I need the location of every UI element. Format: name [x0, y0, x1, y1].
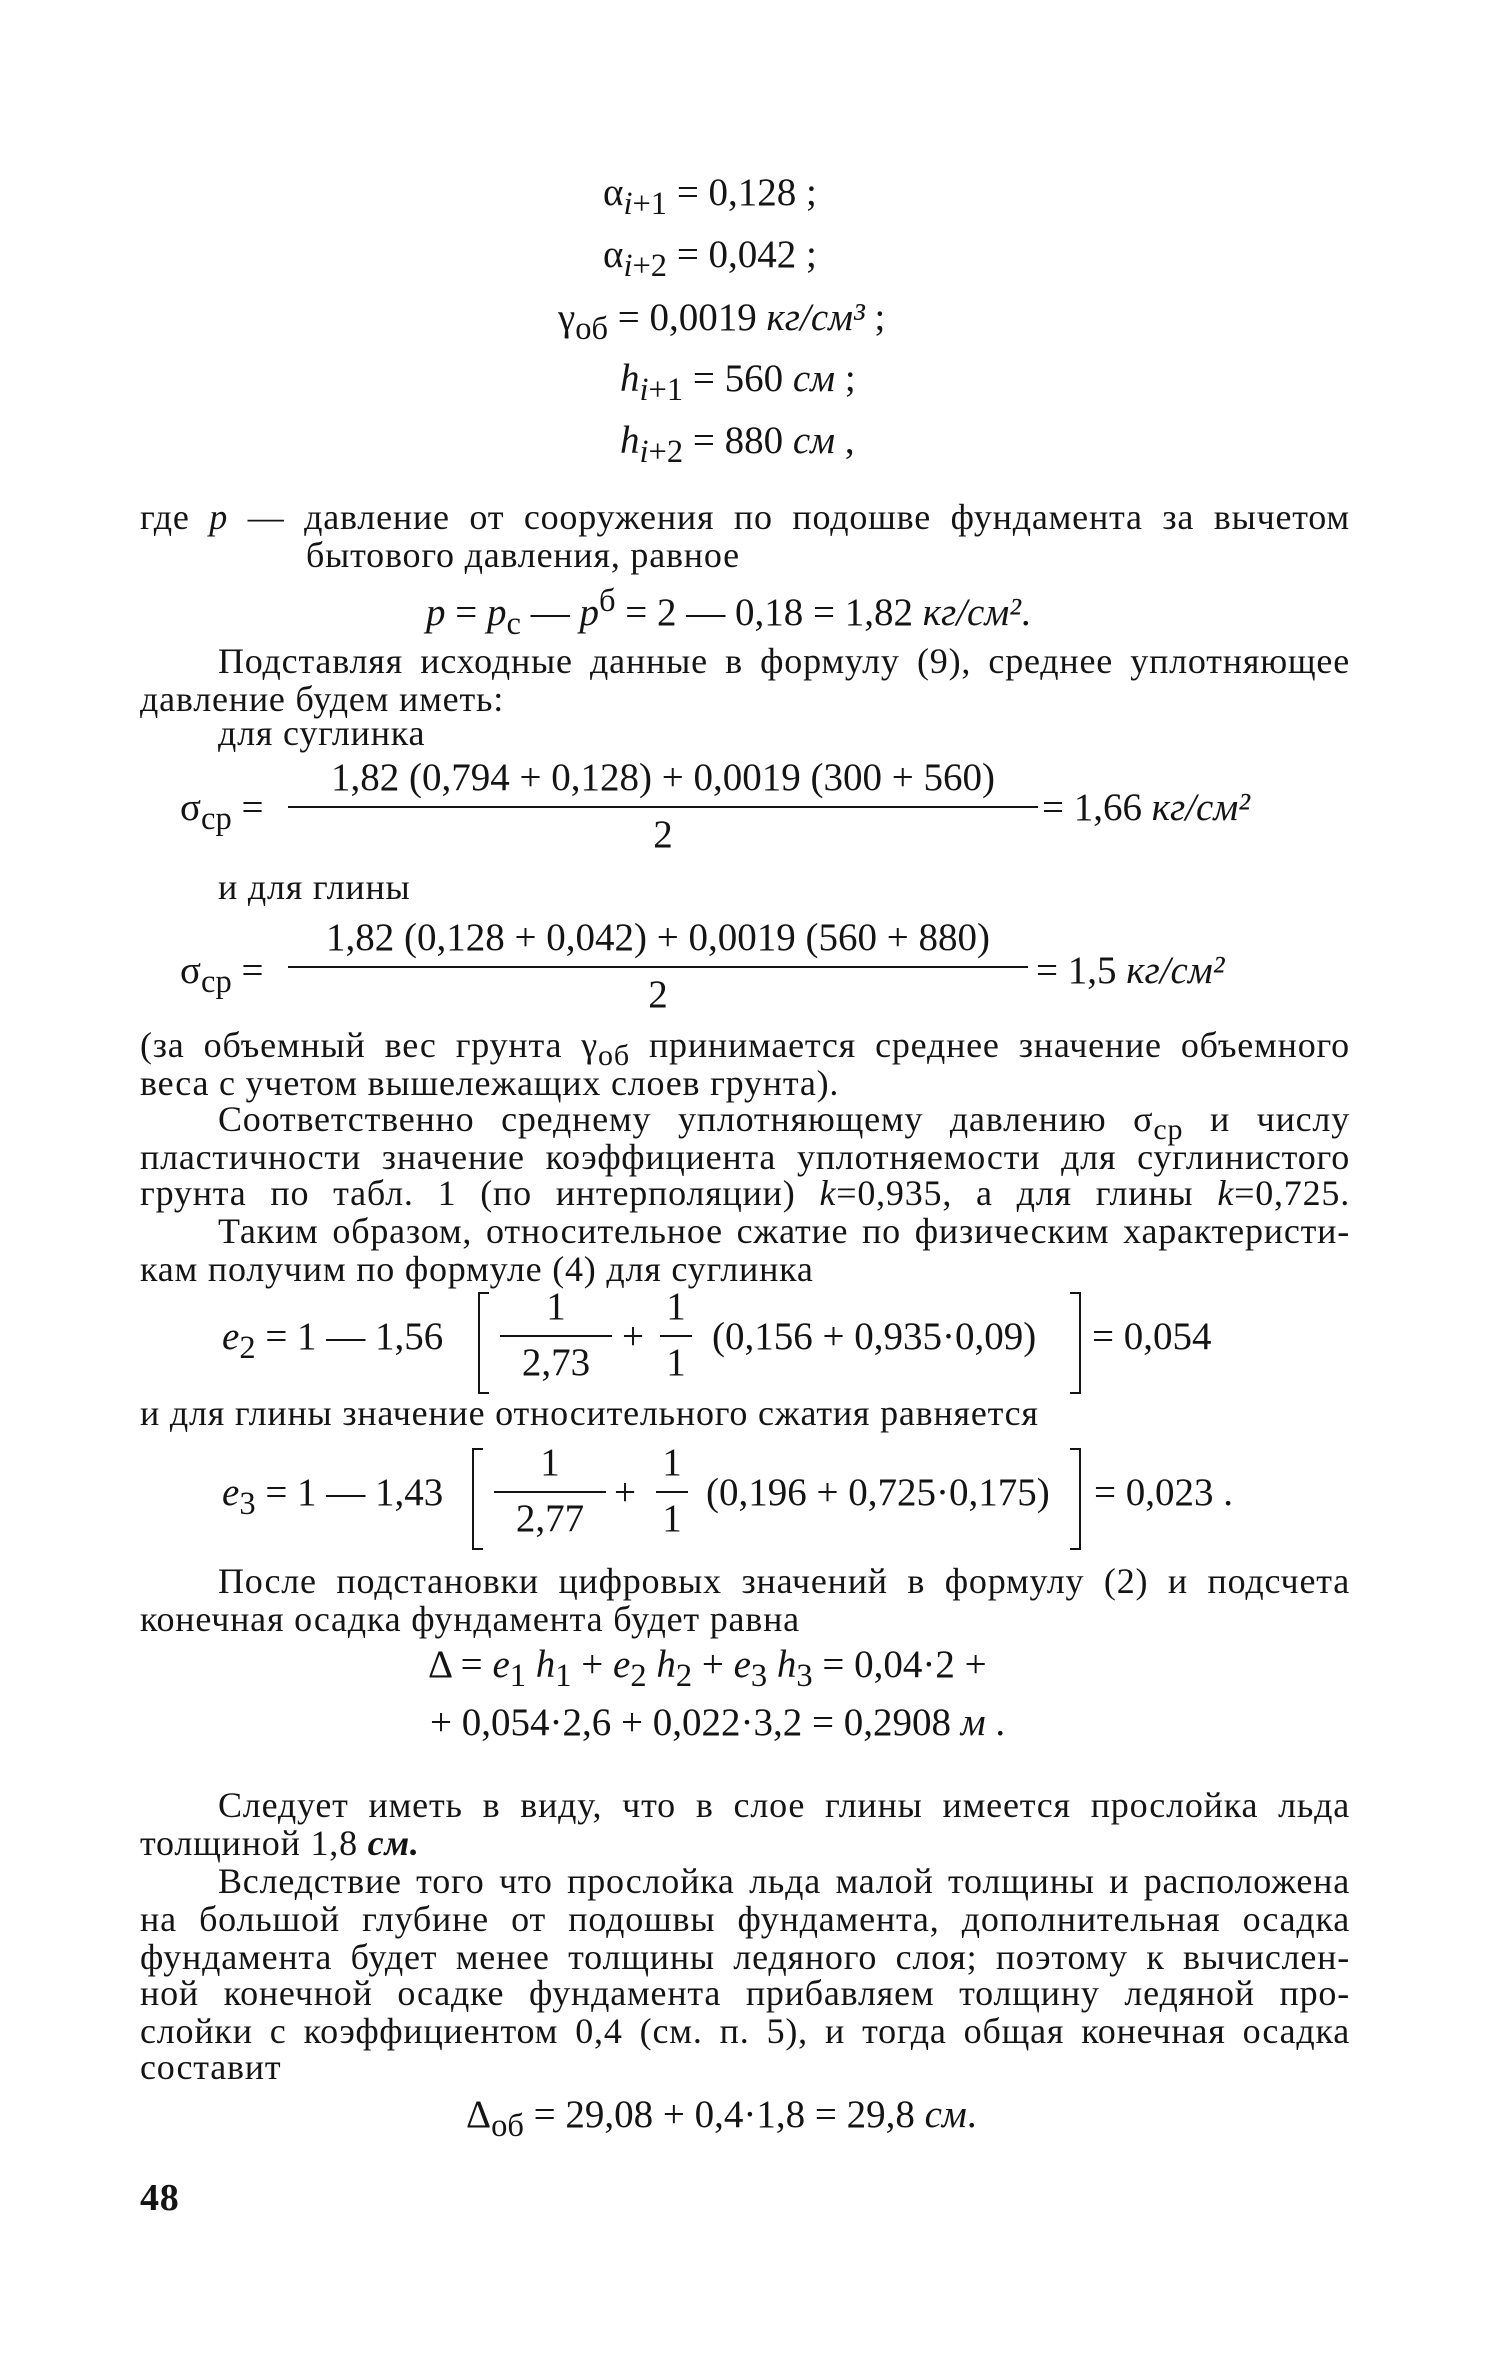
e3-fraction-1-bar — [494, 1491, 606, 1493]
sigma-clay-result: = 1,5 кг/см² — [1036, 949, 1225, 992]
e2-fraction-1-denominator: 2,73 — [521, 1341, 591, 1384]
paragraph-2-line-2: веса с учетом вышележащих слоев грунта). — [140, 1063, 840, 1103]
e2-fraction-2-numerator: 1 — [666, 1285, 686, 1328]
e3-right-bracket — [1070, 1448, 1081, 1550]
equation-alpha-i2: $\alpha_{i+2} = 0,042$ ; — [603, 233, 817, 284]
sigma-clay-lhs: $\sigma_{ср}$ = — [180, 949, 264, 1000]
delta-line-2: + 0,054·2,6 + 0,022·3,2 = 0,2908 м . — [430, 1701, 1006, 1744]
paragraph-7-line-1: Следует иметь в виду, что в слое глины имеется прослойка льда — [218, 1785, 1350, 1825]
e2-fraction-1-bar — [500, 1335, 612, 1337]
sigma-loam-numerator: 1,82 (0,794 + 0,128) + 0,0019 (300 + 560) — [331, 756, 995, 799]
paragraph-7-line-2: толщиной 1,8 см. — [140, 1823, 420, 1863]
paragraph-6-line-1: После подстановки цифровых значений в формулу (2) и подсчета — [218, 1561, 1350, 1601]
paragraph-8-line-1: Вследствие того что прослойка льда малой толщины и расположена — [218, 1861, 1350, 1901]
paragraph-8-line-4: ной конечной осадке фундамента прибавляем толщину ледяной про- — [140, 1973, 1350, 2013]
paragraph-1-line-1: Подставляя исходные данные в формулу (9), среднее уплотняющее — [218, 641, 1350, 681]
e3-fraction-2-denominator: 1 — [662, 1497, 682, 1540]
paragraph-8-line-2: на большой глубине от подошвы фундамента, дополнительная осадка — [140, 1899, 1350, 1939]
e2-result: = 0,054 — [1092, 1315, 1212, 1358]
equation-delta-total: $\Delta_{об} = 29,08 + 0,4\cdot 1,8 = 29,8$ см. — [466, 2093, 977, 2144]
e3-lhs: $e_3 = 1$ — 1,43 — [222, 1471, 444, 1522]
equation-h-i2: $h_{i+2} = 880$ см , — [620, 419, 855, 470]
page-number: 48 — [140, 2177, 180, 2219]
e3-tail: (0,196 + 0,725·0,175) — [706, 1471, 1050, 1514]
where-line-2: бытового давления, равное — [306, 535, 740, 575]
paragraph-8-line-3: фундамента будет менее толщины ледяного слоя; поэтому к вычислен- — [140, 1937, 1350, 1977]
paragraph-4-line-2: кам получим по формуле (4) для суглинка — [140, 1249, 814, 1289]
paragraph-6-line-2: конечная осадка фундамента будет равна — [140, 1599, 800, 1639]
equation-gamma: $\gamma_{об} = 0,0019$ кг/см³ ; — [558, 296, 886, 347]
paragraph-2-line-1: (за объемный вес грунта $\gamma_{об}$ принимается среднее значение объемного — [140, 1025, 1350, 1073]
e3-fraction-2-numerator: 1 — [662, 1441, 682, 1484]
e2-fraction-1-numerator: 1 — [546, 1285, 566, 1328]
sigma-loam-result: = 1,66 кг/см² — [1042, 786, 1250, 829]
delta-line-1: $\Delta = e_1$ $h_1 + e_2$ $h_2 + e_3$ $h_3 = 0,04\cdot 2$ + — [428, 1643, 987, 1694]
e2-left-bracket — [478, 1292, 489, 1394]
sigma-clay-numerator: 1,82 (0,128 + 0,042) + 0,0019 (560 + 880) — [326, 916, 990, 959]
equation-h-i1: $h_{i+1} = 560$ см ; — [620, 357, 856, 408]
e2-fraction-2-bar — [660, 1335, 692, 1337]
e2-lhs: $e_2 = 1$ — 1,56 — [222, 1315, 444, 1366]
where-line-1: где p — давление от сооружения по подошве фундамента за вычетом — [140, 497, 1351, 537]
paragraph-3-line-3: грунта по табл. 1 (по интерполяции) k=0,935, а для глины k=0,725. — [140, 1173, 1350, 1213]
paragraph-3-line-2: пластичности значение коэффициента уплотняемости для суглинистого — [140, 1137, 1350, 1177]
e2-plus: + — [622, 1315, 644, 1358]
paragraph-8-line-5: слойки с коэффициентом 0,4 (см. п. 5), и тогда общая конечная осадка — [140, 2011, 1350, 2051]
sigma-loam-denominator: 2 — [653, 813, 673, 856]
equation-p: $p = p_с$ — $p^б = 2$ — 0,18 = 1,82 кг/см². — [426, 583, 1031, 642]
e2-tail: (0,156 + 0,935·0,09) — [712, 1315, 1037, 1358]
paragraph-1-line-2: давление будем иметь: — [140, 679, 505, 719]
e3-fraction-1-denominator: 2,77 — [515, 1497, 585, 1540]
e3-fraction-1-numerator: 1 — [540, 1441, 560, 1484]
sigma-loam-lhs: $\sigma_{ср}$ = — [180, 786, 264, 837]
paragraph-4-line-1: Таким образом, относительное сжатие по физическим характеристи- — [218, 1211, 1350, 1251]
sigma-clay-fraction-bar — [288, 966, 1028, 968]
e3-result: = 0,023 . — [1094, 1471, 1233, 1514]
label-for-loam: для суглинка — [218, 713, 426, 753]
e3-fraction-2-bar — [656, 1491, 688, 1493]
paragraph-8-line-6: составит — [140, 2047, 282, 2087]
sigma-clay-denominator: 2 — [648, 973, 668, 1016]
e2-fraction-2-denominator: 1 — [666, 1341, 686, 1384]
e3-plus: + — [614, 1471, 636, 1514]
paragraph-3-line-1: Соответственно среднему уплотняющему давлению $\sigma_{ср}$ и числу — [218, 1099, 1351, 1147]
label-and-clay: и для глины — [218, 867, 411, 907]
e3-left-bracket — [472, 1448, 483, 1550]
sigma-loam-fraction-bar — [288, 806, 1038, 808]
paragraph-5: и для глины значение относительного сжатия равняется — [140, 1393, 1039, 1433]
equation-alpha-i1: $\alpha_{i+1} = 0,128$ ; — [603, 171, 817, 222]
e2-right-bracket — [1070, 1292, 1081, 1394]
